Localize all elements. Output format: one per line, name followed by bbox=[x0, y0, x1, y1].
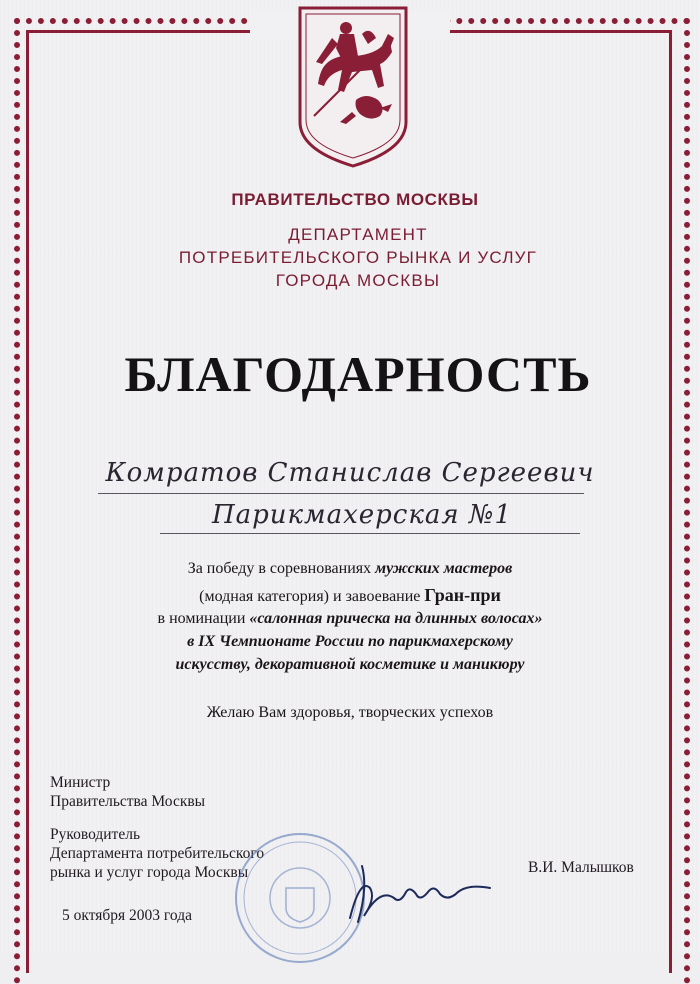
citation-line1-text: За победу в соревнованиях bbox=[187, 560, 376, 577]
recipient-name: Комратов Станислав Сергеевич bbox=[105, 458, 595, 488]
document-title: БЛАГОДАРНОСТЬ bbox=[124, 346, 592, 402]
name-underline bbox=[98, 493, 584, 494]
citation-line2 bbox=[0, 585, 700, 606]
signatory-name: В.И. Малышков bbox=[528, 859, 634, 876]
department-heading-line2: ПОТРЕБИТЕЛЬСКОГО РЫНКА И УСЛУГ bbox=[178, 248, 538, 267]
signatory-role2-line3: рынка и услуг города Москвы bbox=[50, 864, 249, 881]
government-heading: ПРАВИТЕЛЬСТВО МОСКВЫ bbox=[231, 190, 479, 209]
citation-line1 bbox=[0, 560, 700, 578]
citation-line3 bbox=[0, 610, 700, 628]
department-heading-line3: ГОРОДА МОСКВЫ bbox=[275, 271, 441, 290]
signatory-role1-line1: Министр bbox=[50, 774, 111, 791]
citation-line2-text: (модная категория) и завоевание bbox=[199, 588, 425, 605]
handwritten-signature-icon bbox=[340, 858, 500, 930]
citation-line3-emphasis: «салонная прическа на длинных волосах» bbox=[249, 610, 543, 627]
citation-line1-emphasis: мужских мастеров bbox=[375, 560, 513, 577]
document-date: 5 октября 2003 года bbox=[62, 907, 192, 924]
department-heading-line1: ДЕПАРТАМЕНТ bbox=[288, 225, 428, 244]
citation-line4: в IX Чемпионате России по парикмахерскому bbox=[187, 633, 513, 650]
signatory-role2-line2: Департамента потребительского bbox=[50, 845, 265, 862]
signatory-role-minister bbox=[50, 773, 205, 811]
signatory-role1-line2: Правительства Москвы bbox=[50, 793, 206, 810]
recipient-organization: Парикмахерская №1 bbox=[211, 500, 513, 530]
citation-line5: искусству, декоративной косметике и маникюру bbox=[175, 656, 525, 673]
organization-underline bbox=[160, 533, 580, 534]
citation-line3-text: в номинации bbox=[157, 610, 250, 627]
wishes-text: Желаю Вам здоровья, творческих успехов bbox=[206, 704, 494, 721]
citation-line2-emphasis: Гран-при bbox=[424, 585, 501, 605]
moscow-coat-of-arms-icon bbox=[296, 4, 410, 170]
signatory-role2-line1: Руководитель bbox=[50, 826, 141, 843]
